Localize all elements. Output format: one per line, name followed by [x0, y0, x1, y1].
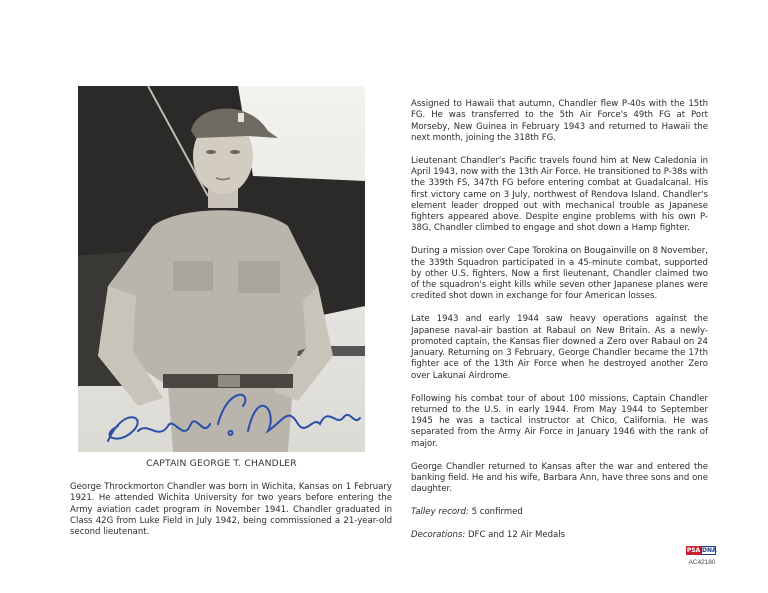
tally-record: [411, 507, 708, 518]
dna-logo-text: DNA: [702, 547, 717, 554]
paragraph-pacific: Lieutenant Chandler's Pacific travels found him at New Caledonia in April 1943, now with the 13th Air Force. He transitioned to P-38s with the 339th FS, 347th FG before entering combat at Guadalcanal. His first victory came on 3 July, northwest of Rendova Island. Chandler's element leader dropped out with mechanical trouble as Japanese fighters appeared above. Despite engine problems with his own P-38G, Chandler climbed to engage and shot down a Hamp fighter.: [411, 155, 708, 234]
psa-logo-text: PSA: [686, 547, 701, 554]
portrait-photo: [78, 86, 365, 452]
left-eye: [206, 150, 216, 154]
left-pocket: [173, 261, 213, 291]
paragraph-hawaii: Assigned to Hawaii that autumn, Chandler flew P-40s with the 15th FG. He was transferred to the 5th Air Force's 49th FG at Port Morseby, New Guinea in February 1943 and returned to Hawaii the next month, joining the 318th FG.: [411, 99, 708, 143]
decorations: [411, 530, 708, 541]
photo-caption: CAPTAIN GEORGE T. CHANDLER: [146, 458, 297, 469]
psa-dna-logo: [686, 546, 716, 555]
belt-buckle: [218, 375, 240, 387]
paragraph-postwar: George Chandler returned to Kansas after the war and entered the banking field. He and his wife, Barbara Ann, have three sons and one daughter.: [411, 461, 708, 495]
tally-value: 5 confirmed: [468, 506, 523, 517]
biography-column: [411, 99, 708, 553]
paragraph-combat-tour: Following his combat tour of about 100 missions, Captain Chandler returned to the U.S. in early 1944. From May 1944 to September 1945 he was a tactical instructor at Chico, California. He was separated from the Army Air Force in January 1946 with the rank of major.: [411, 393, 708, 449]
captain-insignia: [238, 113, 244, 122]
tally-label: Talley record:: [411, 506, 469, 517]
decorations-label: Decorations:: [411, 529, 466, 540]
right-pocket: [238, 261, 280, 293]
bio-intro-paragraph: George Throckmorton Chandler was born in Wichita, Kansas on 1 February 1921. He attended Wichita University for two years before entering the Army aviation cadet program in November 1941. Chandler graduated in Class 42G from Luke Field in July 1942, being commissioned a 21-year-old second lieutenant.: [70, 482, 392, 538]
right-eye: [230, 150, 240, 154]
paragraph-rabaul: Late 1943 and early 1944 saw heavy operations against the Japanese naval-air bastion at Rabaul on New Britain. As a newly-promoted captain, the Kansas flier downed a Zero over Rabaul on 24 January. Returning on 3 February, George Chandler became the 17th fighter ace of the 13th Air Force when he destroyed another Zero over Lakunai Airdrome.: [411, 314, 708, 381]
certificate-number: AC42180: [688, 559, 716, 566]
portrait-illustration: [78, 86, 365, 452]
decorations-value: DFC and 12 Air Medals: [465, 529, 566, 540]
paragraph-bougainville: During a mission over Cape Torokina on Bougainville on 8 November, the 339th Squadron participated in a 45-minute combat, supported by other U.S. fighters. Now a first lieutenant, Chandler claimed two of the squadron's eight kills while seven other Japanese planes were credited shot down in exchange for four American losses.: [411, 246, 708, 302]
